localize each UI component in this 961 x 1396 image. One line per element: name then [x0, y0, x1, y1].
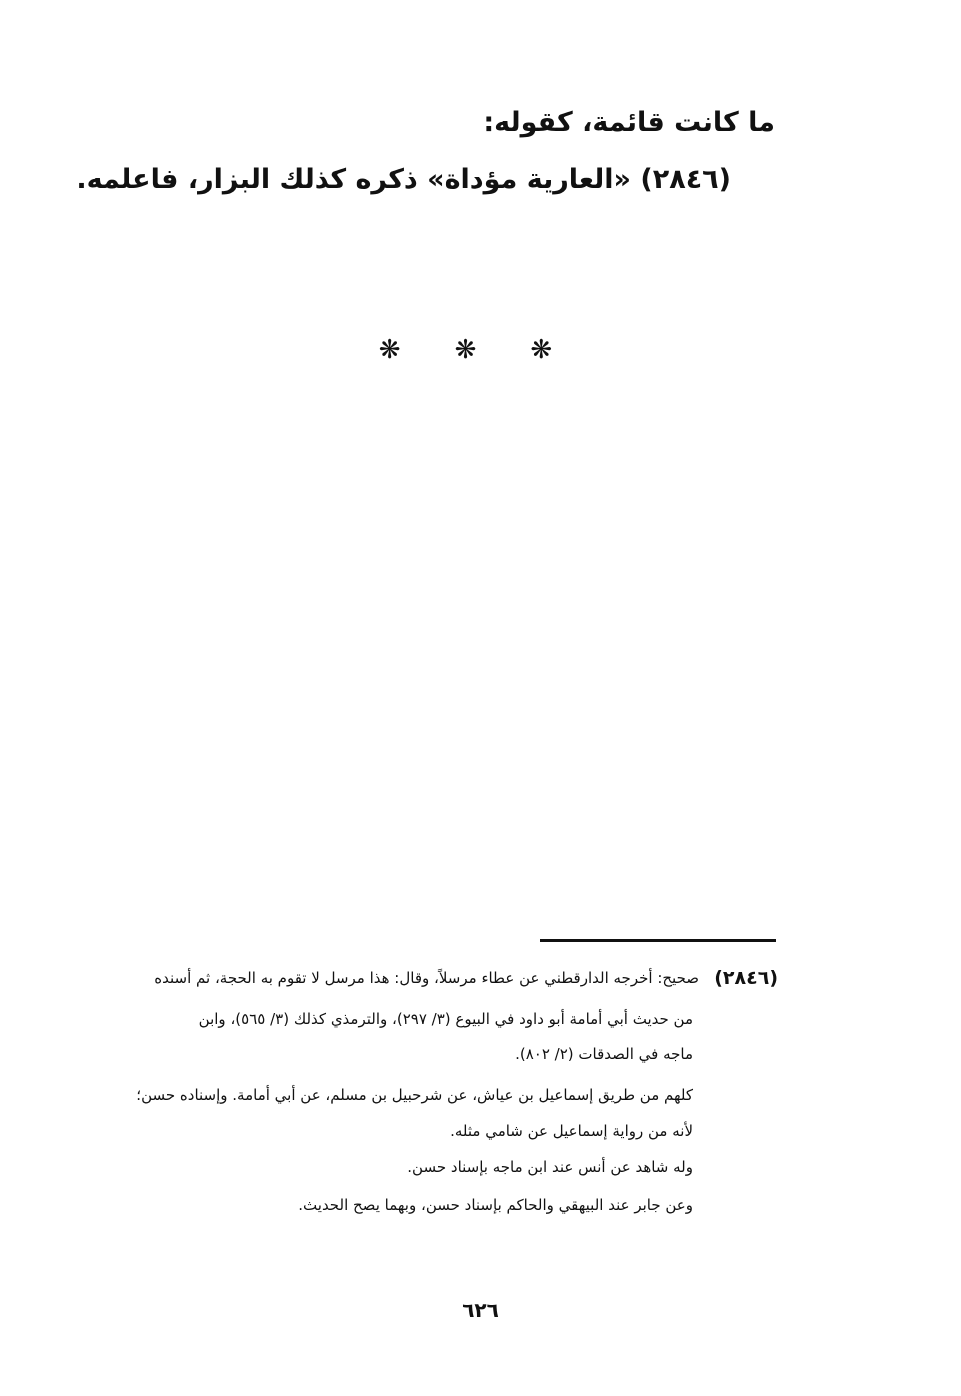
footnote-line-4: كلهم من طريق إسماعيل بن عياش، عن شرحبيل بن مسلم، عن أبي أمامة. وإسناده حسن؛: [136, 1086, 693, 1104]
asterism-icon: ❋: [530, 335, 583, 365]
footnote-line-6: وله شاهد عن أنس عند ابن ماجه بإسناد حسن.: [407, 1158, 693, 1176]
section-separator: [0, 335, 961, 365]
footnote-divider: [540, 939, 776, 942]
footnote-line-1: صحيح: أخرجه الدارقطني عن عطاء مرسلاً، وقال: هذا مرسل لا تقوم به الحجة، ثم أسنده: [154, 969, 699, 987]
page-number: ٦٢٦: [462, 1298, 499, 1322]
asterism-icon: ❋: [378, 335, 431, 365]
hadith-text: «العارية مؤداة» ذكره كذلك البزار، فاعلمه.: [76, 164, 631, 195]
footnote-line-7: وعن جابر عند البيهقي والحاكم بإسناد حسن، وبهما يصح الحديث.: [298, 1196, 693, 1214]
body-text-line-2: [76, 160, 731, 200]
asterism-icon: ❋: [454, 335, 507, 365]
footnote-line-2: من حديث أبي أمامة أبو داود في البيوع (٣/ ٢٩٧)، والترمذي كذلك (٣/ ٥٦٥)، وابن: [198, 1010, 693, 1028]
footnote-line-3: ماجه في الصدقات (٢/ ٨٠٢).: [515, 1045, 693, 1063]
footnote-number: (٢٨٤٦): [714, 967, 778, 989]
footnote-line-5: لأنه من رواية إسماعيل عن شامي مثله.: [450, 1122, 693, 1140]
body-text-line-1: ما كانت قائمة، كقوله:: [483, 107, 775, 138]
hadith-number: (٢٨٤٦): [640, 164, 731, 195]
